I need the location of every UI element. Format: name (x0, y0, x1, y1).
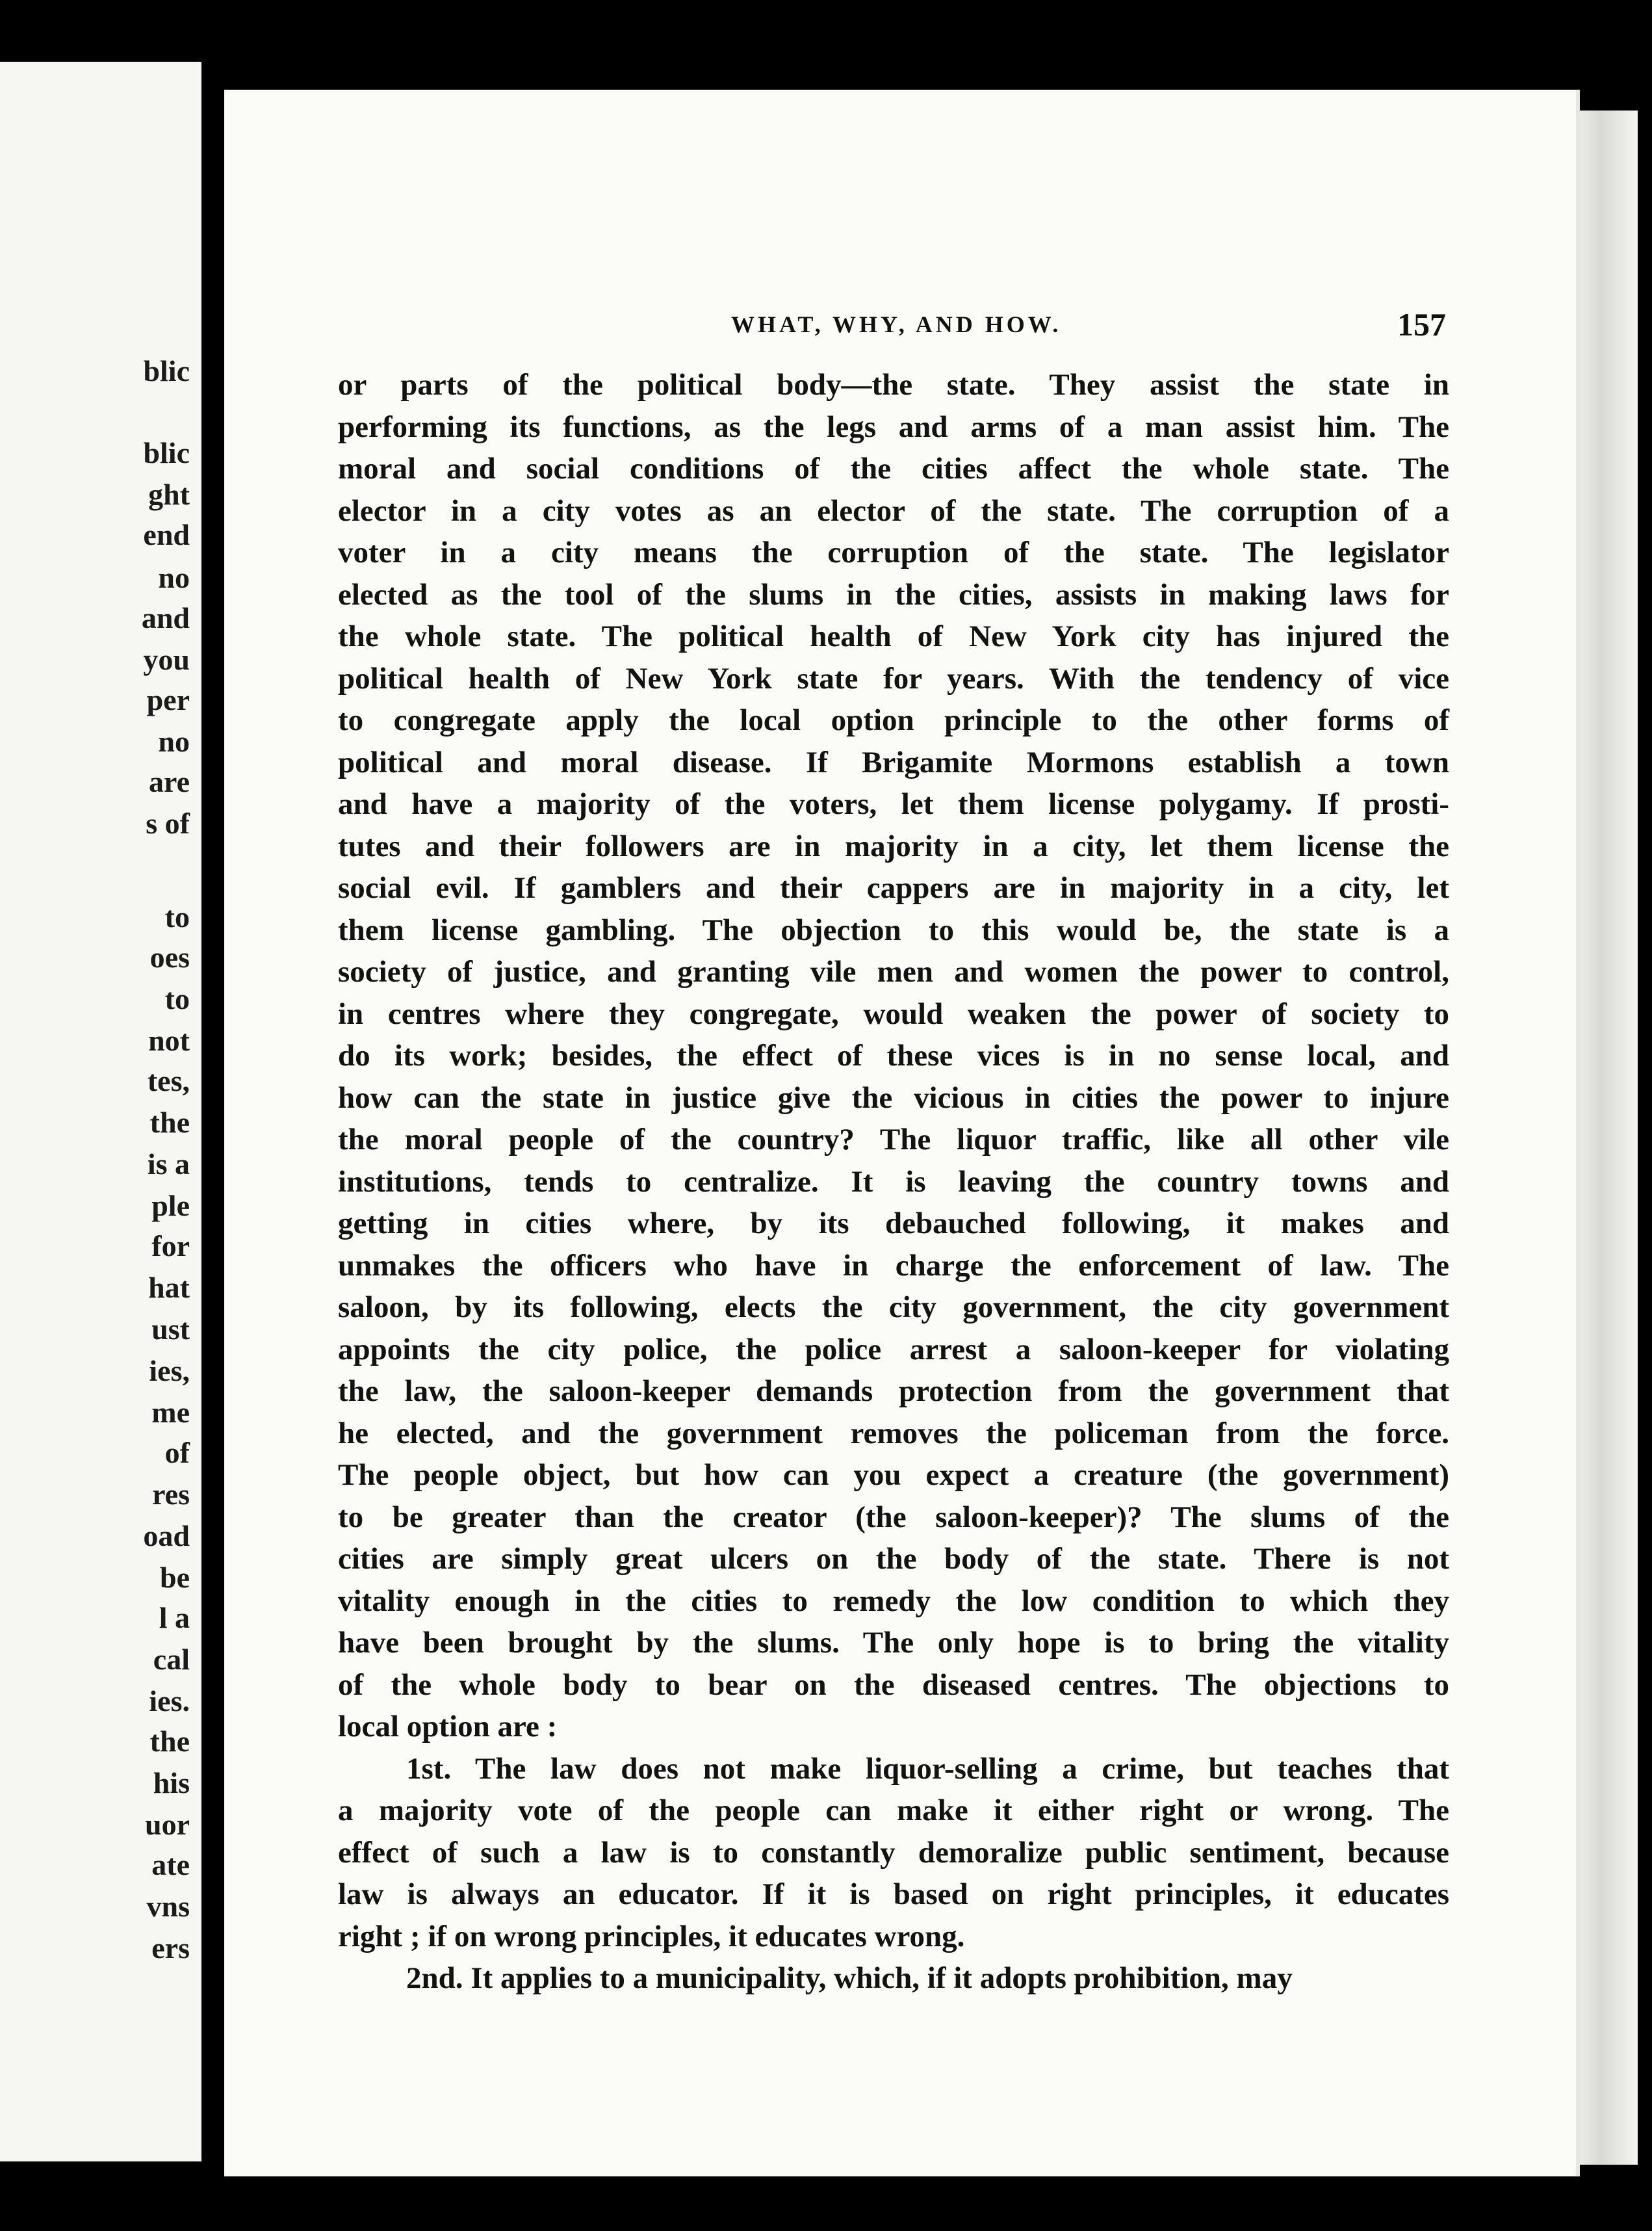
text-line: 2nd. It applies to a municipality, which, if it adopts prohibition, may (406, 1961, 1293, 1995)
text-line: vitality enough in the cities to remedy the low condition to which they (338, 1584, 1449, 1618)
text-line: right ; if on wrong principles, it educates wrong. (338, 1919, 965, 1953)
text-line: political health of New York state for years. With the tendency of vice (338, 661, 1449, 696)
left-page-fragment: hat (148, 1271, 190, 1304)
text-line: The people object, but how can you expect a creature (the government) (338, 1458, 1449, 1492)
text-line: effect of such a law is to constantly demoralize public sentiment, because (338, 1835, 1449, 1870)
left-page-fragment: no (158, 725, 190, 758)
left-page-fragment: ust (151, 1312, 190, 1346)
left-page-fragment: uor (145, 1808, 190, 1841)
text-line: social evil. If gamblers and their cappers are in majority in a city, let (338, 871, 1449, 905)
text-line: appoints the city police, the police arrest a saloon-keeper for violating (338, 1332, 1449, 1366)
text-line: of the whole body to bear on the diseased centres. The objections to (338, 1667, 1449, 1702)
page-edge-shadow (1576, 111, 1638, 2165)
left-page-fragment: be (160, 1561, 190, 1594)
left-page-fragment: ies. (149, 1684, 190, 1717)
text-line: the law, the saloon-keeper demands protection from the government that (338, 1374, 1449, 1408)
left-page-fragment: the (149, 1725, 190, 1758)
text-line: how can the state in justice give the vicious in cities the power to injure (338, 1080, 1449, 1115)
running-header (731, 306, 1446, 356)
text-line: political and moral disease. If Brigamite Mormons establish a town (338, 745, 1449, 779)
text-line: a majority vote of the people can make it either right or wrong. The (338, 1794, 1449, 1827)
left-page-fragment: to (164, 982, 190, 1015)
left-page-margin-fragments (0, 62, 201, 2161)
left-page-fragment: blic (143, 354, 190, 387)
left-page-fragment: oad (143, 1519, 190, 1552)
text-line: institutions, tends to centralize. It is leaving the country towns and (338, 1164, 1449, 1199)
left-page-fragment: is a (147, 1147, 190, 1181)
left-page-fragment: me (151, 1396, 190, 1429)
text-line: elector in a city votes as an elector of the state. The corruption of a (338, 493, 1449, 528)
left-page-fragment: blic (143, 436, 190, 469)
text-line: tutes and their followers are in majority in a city, let them license the (338, 829, 1449, 863)
left-facing-page (0, 62, 201, 2161)
left-page-fragment: ate (151, 1848, 190, 1881)
left-page-fragment: for (151, 1229, 190, 1262)
text-line: and have a majority of the voters, let them license polygamy. If prosti- (338, 787, 1449, 821)
text-line: elected as the tool of the slums in the cities, assists in making laws for (338, 577, 1449, 612)
left-page-fragment: ies, (149, 1354, 190, 1387)
text-line: cities are simply great ulcers on the body of the state. There is not (338, 1542, 1449, 1576)
left-page-fragment: to (164, 900, 190, 933)
text-line: unmakes the officers who have in charge the enforcement of law. The (338, 1248, 1449, 1283)
left-page-fragment: ght (148, 478, 190, 511)
left-page-fragment: of (164, 1436, 190, 1469)
text-line: moral and social conditions of the cities affect the whole state. The (338, 452, 1449, 486)
text-line: the moral people of the country? The liquor traffic, like all other vile (338, 1123, 1449, 1156)
left-page-fragment: the (149, 1106, 190, 1139)
text-line: in centres where they congregate, would weaken the power of society to (338, 997, 1449, 1031)
left-page-fragment: ers (151, 1931, 190, 1964)
text-line: them license gambling. The objection to this would be, the state is a (338, 913, 1449, 947)
text-line: the whole state. The political health of New York city has injured the (338, 620, 1449, 653)
text-line: law is always an educator. If it is based on right principles, it educates (338, 1877, 1449, 1911)
text-line: he elected, and the government removes the policeman from the force. (338, 1416, 1449, 1450)
left-page-fragment: and (141, 601, 190, 634)
text-line: saloon, by its following, elects the city government, the city government (338, 1290, 1449, 1324)
left-page-fragment: per (146, 683, 190, 716)
left-page-fragment: are (148, 765, 190, 798)
left-page-fragment: l a (159, 1601, 190, 1634)
text-line: local option are : (338, 1710, 558, 1743)
book-gutter (201, 0, 224, 2231)
left-page-fragment: vns (146, 1890, 190, 1923)
left-page-fragment: oes (149, 941, 190, 974)
left-page-fragment: tes, (147, 1064, 190, 1097)
text-line: to congregate apply the local option principle to the other forms of (338, 703, 1449, 737)
left-page-fragment: not (148, 1024, 190, 1057)
left-page-fragment: end (143, 518, 190, 551)
text-line: getting in cities where, by its debauched following, it makes and (338, 1207, 1449, 1240)
body-text (338, 364, 1449, 2000)
left-page-fragment: his (153, 1766, 190, 1799)
text-line: society of justice, and granting vile men and women the power to control, (338, 955, 1449, 989)
text-line: voter in a city means the corruption of the state. The legislator (338, 536, 1449, 569)
text-line: performing its functions, as the legs and arms of a man assist him. The (338, 410, 1449, 444)
text-line: have been brought by the slums. The only hope is to bring the vitality (338, 1626, 1449, 1660)
page-number: 157 (1397, 306, 1446, 343)
left-page-fragment: ple (151, 1189, 190, 1222)
left-page-fragment: you (143, 643, 190, 676)
left-page-fragment: no (158, 561, 190, 594)
left-page-fragment: res (152, 1478, 190, 1511)
left-page-fragment: cal (153, 1643, 190, 1676)
running-title: WHAT, WHY, AND HOW. (731, 311, 1062, 337)
text-line: do its work; besides, the effect of these vices is in no sense local, and (338, 1039, 1449, 1073)
left-page-fragment: s of (146, 807, 190, 840)
text-line: 1st. The law does not make liquor-selling a crime, but teaches that (406, 1751, 1449, 1786)
text-line: to be greater than the creator (the saloon-keeper)? The slums of the (338, 1500, 1449, 1534)
text-line: or parts of the political body—the state. They assist the state in (338, 368, 1449, 402)
